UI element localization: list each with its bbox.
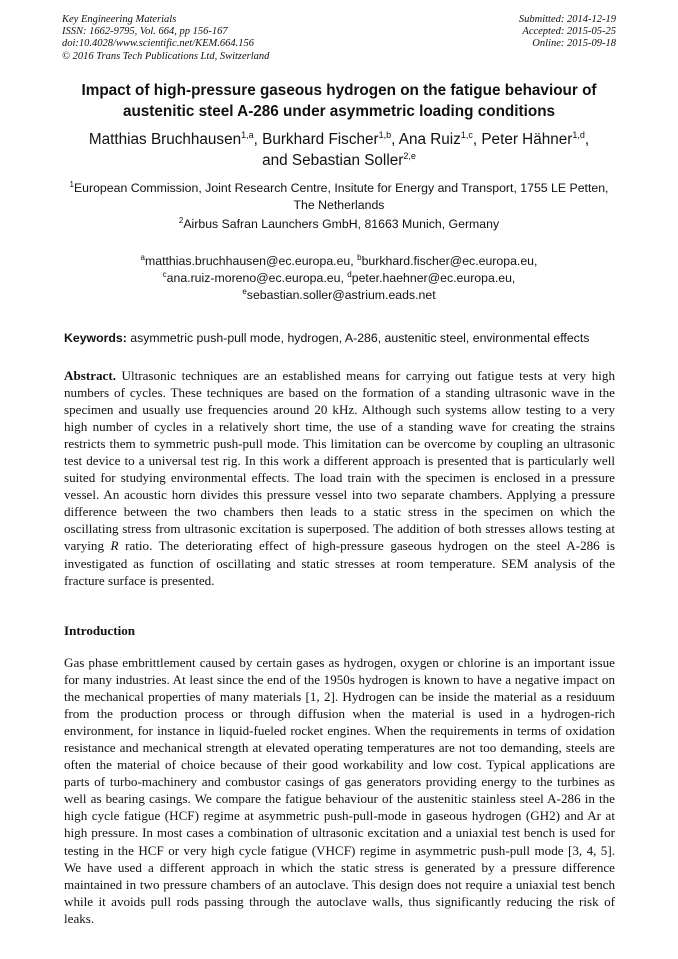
author-list (58, 130, 620, 171)
r-ratio-symbol: R (110, 538, 119, 554)
keywords-line (64, 330, 616, 346)
email-mark: d (347, 270, 352, 279)
issn-line: ISSN: 1662-9795, Vol. 664, pp 156-167 (62, 26, 228, 38)
author-name: Peter Hähner (481, 131, 573, 148)
abstract-text: Ultrasonic techniques are an established means for carrying out fatigue tests at very high numbers of cycles. These techniques are based on the formation of a standing ultrasonic wave in the specimen and usually use frequencies around 20 kHz. Although such systems allow testing to a very high number of cycles in a relatively short time, the use of a standing wave for creating the strains restricts them to symmetric push-pull mode. This limitation can be overcome by coupling an ultrasonic test device to a universal test rig. In this work a different approach is presented that is particularly well suited for studying environmental effects. The load train with the specimen is enclosed in a pressure vessel. An acoustic horn divides this pressure vessel into two separate chambers. Applying a pressure difference between the two chambers then leads to a static stress in the specimen on which the oscillating stress from ultrasonic excitation is superposed. The addition of both stresses allows testing at varying (64, 368, 615, 554)
author-affil-mark: 1,a (241, 130, 254, 140)
email-mark: a (140, 253, 145, 262)
accepted-date: Accepted: 2015-05-25 (522, 26, 616, 38)
email-separator: , (511, 271, 516, 285)
author-name: and Sebastian Soller (262, 151, 404, 169)
author-name: Matthias Bruchhausen (88, 131, 242, 148)
author-affil-mark: 1,d (572, 130, 585, 140)
email-mark: c (162, 270, 167, 279)
email-separator: , (534, 254, 538, 268)
author-affil-mark: 1,c (460, 130, 473, 140)
author-name: Burkhard Fischer (262, 131, 379, 148)
paper-title: Impact of high-pressure gaseous hydrogen on the fatigue behaviour of austenitic steel A-286 under asymmetric loading conditions (81, 82, 597, 120)
email-address[interactable]: sebastian.soller@astrium.eads.net (246, 288, 436, 302)
affiliation-1 (58, 180, 620, 214)
email-address[interactable]: burkhard.fischer@ec.europa.eu (361, 254, 535, 268)
abstract-label: Abstract. (64, 368, 116, 383)
affiliation-text: Airbus Safran Launchers GmbH, 81663 Munich, Germany (183, 217, 500, 231)
email-address[interactable]: peter.haehner@ec.europa.eu (351, 271, 512, 285)
author-separator: , (253, 131, 263, 148)
online-date: Online: 2015-09-18 (532, 38, 616, 50)
email-mark: e (242, 287, 247, 296)
abstract-text-end: ratio. The deteriorating effect of high-pressure gaseous hydrogen on the steel A-286 is investigated as function of oscillating and static stresses at room temperature. SEM analysis of the fracture surface is presented. (64, 538, 616, 588)
affiliation-2 (58, 216, 620, 233)
email-separator: , (350, 254, 358, 268)
journal-info (62, 14, 269, 63)
affiliation-number: 2 (178, 216, 184, 225)
journal-name: Key Engineering Materials (62, 14, 177, 25)
copyright-line: © 2016 Trans Tech Publications Ltd, Switzerland (62, 50, 270, 62)
affiliation-text: European Commission, Joint Research Centre, Insitute for Energy and Transport, 1755 LE Petten, The Netherlands (73, 181, 609, 212)
author-separator: , (584, 131, 590, 148)
affiliation-number: 1 (69, 180, 74, 189)
section-heading-introduction: Introduction (64, 623, 136, 638)
author-separator: , (391, 131, 399, 148)
abstract-paragraph (64, 367, 615, 589)
email-list (58, 253, 620, 304)
doi-line: doi:10.4028/www.scientific.net/KEM.664.156 (62, 38, 254, 50)
email-address[interactable]: ana.ruiz-moreno@ec.europa.eu (166, 271, 341, 285)
author-name: Ana Ruiz (398, 131, 461, 148)
email-address[interactable]: matthias.bruchhausen@ec.europa.eu (145, 254, 351, 268)
keywords-label: Keywords: (64, 331, 127, 345)
dates-info (519, 14, 616, 51)
email-separator: , (340, 271, 348, 285)
author-affil-mark: 1,b (378, 130, 392, 140)
email-mark: b (357, 253, 362, 262)
author-affil-mark: 2,e (403, 150, 416, 161)
introduction-paragraph: Gas phase embrittlement caused by certain gases as hydrogen, oxygen or chlorine is an important issue for many industries. At least since the end of the 1950s hydrogen is known to have a negative impact on the mechanical properties of many materials [1, 2]. Hydrogen can be inside the material as a residuum from the production process or through diffusion when the material is used in a hydrogen-rich environment, for instance in liquid-fueled rocket engines. When the requirements in terms of oxidation resistance and mechanical strength at elevated operating temperatures are not too demanding, steels are often the material of choice because of their good workability and low cost. Typical applications are parts of turbo-machinery and combustor casings of gas generators providing energy to the turbines as well as bearing casings. We compare the fatigue behaviour of the austenitic stainless steel A-286 in the high cycle fatigue (HCF) regime at asymmetric push-pull-mode in gaseous hydrogen (GH2) and Ar at high pressure. In most cases a combination of ultrasonic excitation and a uniaxial test bench is used for testing in the HCF or very high cycle fatigue (VHCF) regime in asymmetric push-pull mode [3, 4, 5]. We have used a different approach in which the static stress is generated by a pressure difference maintained in two pressure chambers of an autoclave. This design does not require a uniaxial test bench while it avoids pull rods passing through the autoclave walls, thus significantly reducing the risk of leaks. (64, 655, 615, 926)
author-separator: , (472, 131, 482, 148)
submitted-date: Submitted: 2014-12-19 (518, 14, 616, 25)
keywords-text: asymmetric push-pull mode, hydrogen, A-286, austenitic steel, environmental effects (126, 331, 590, 345)
